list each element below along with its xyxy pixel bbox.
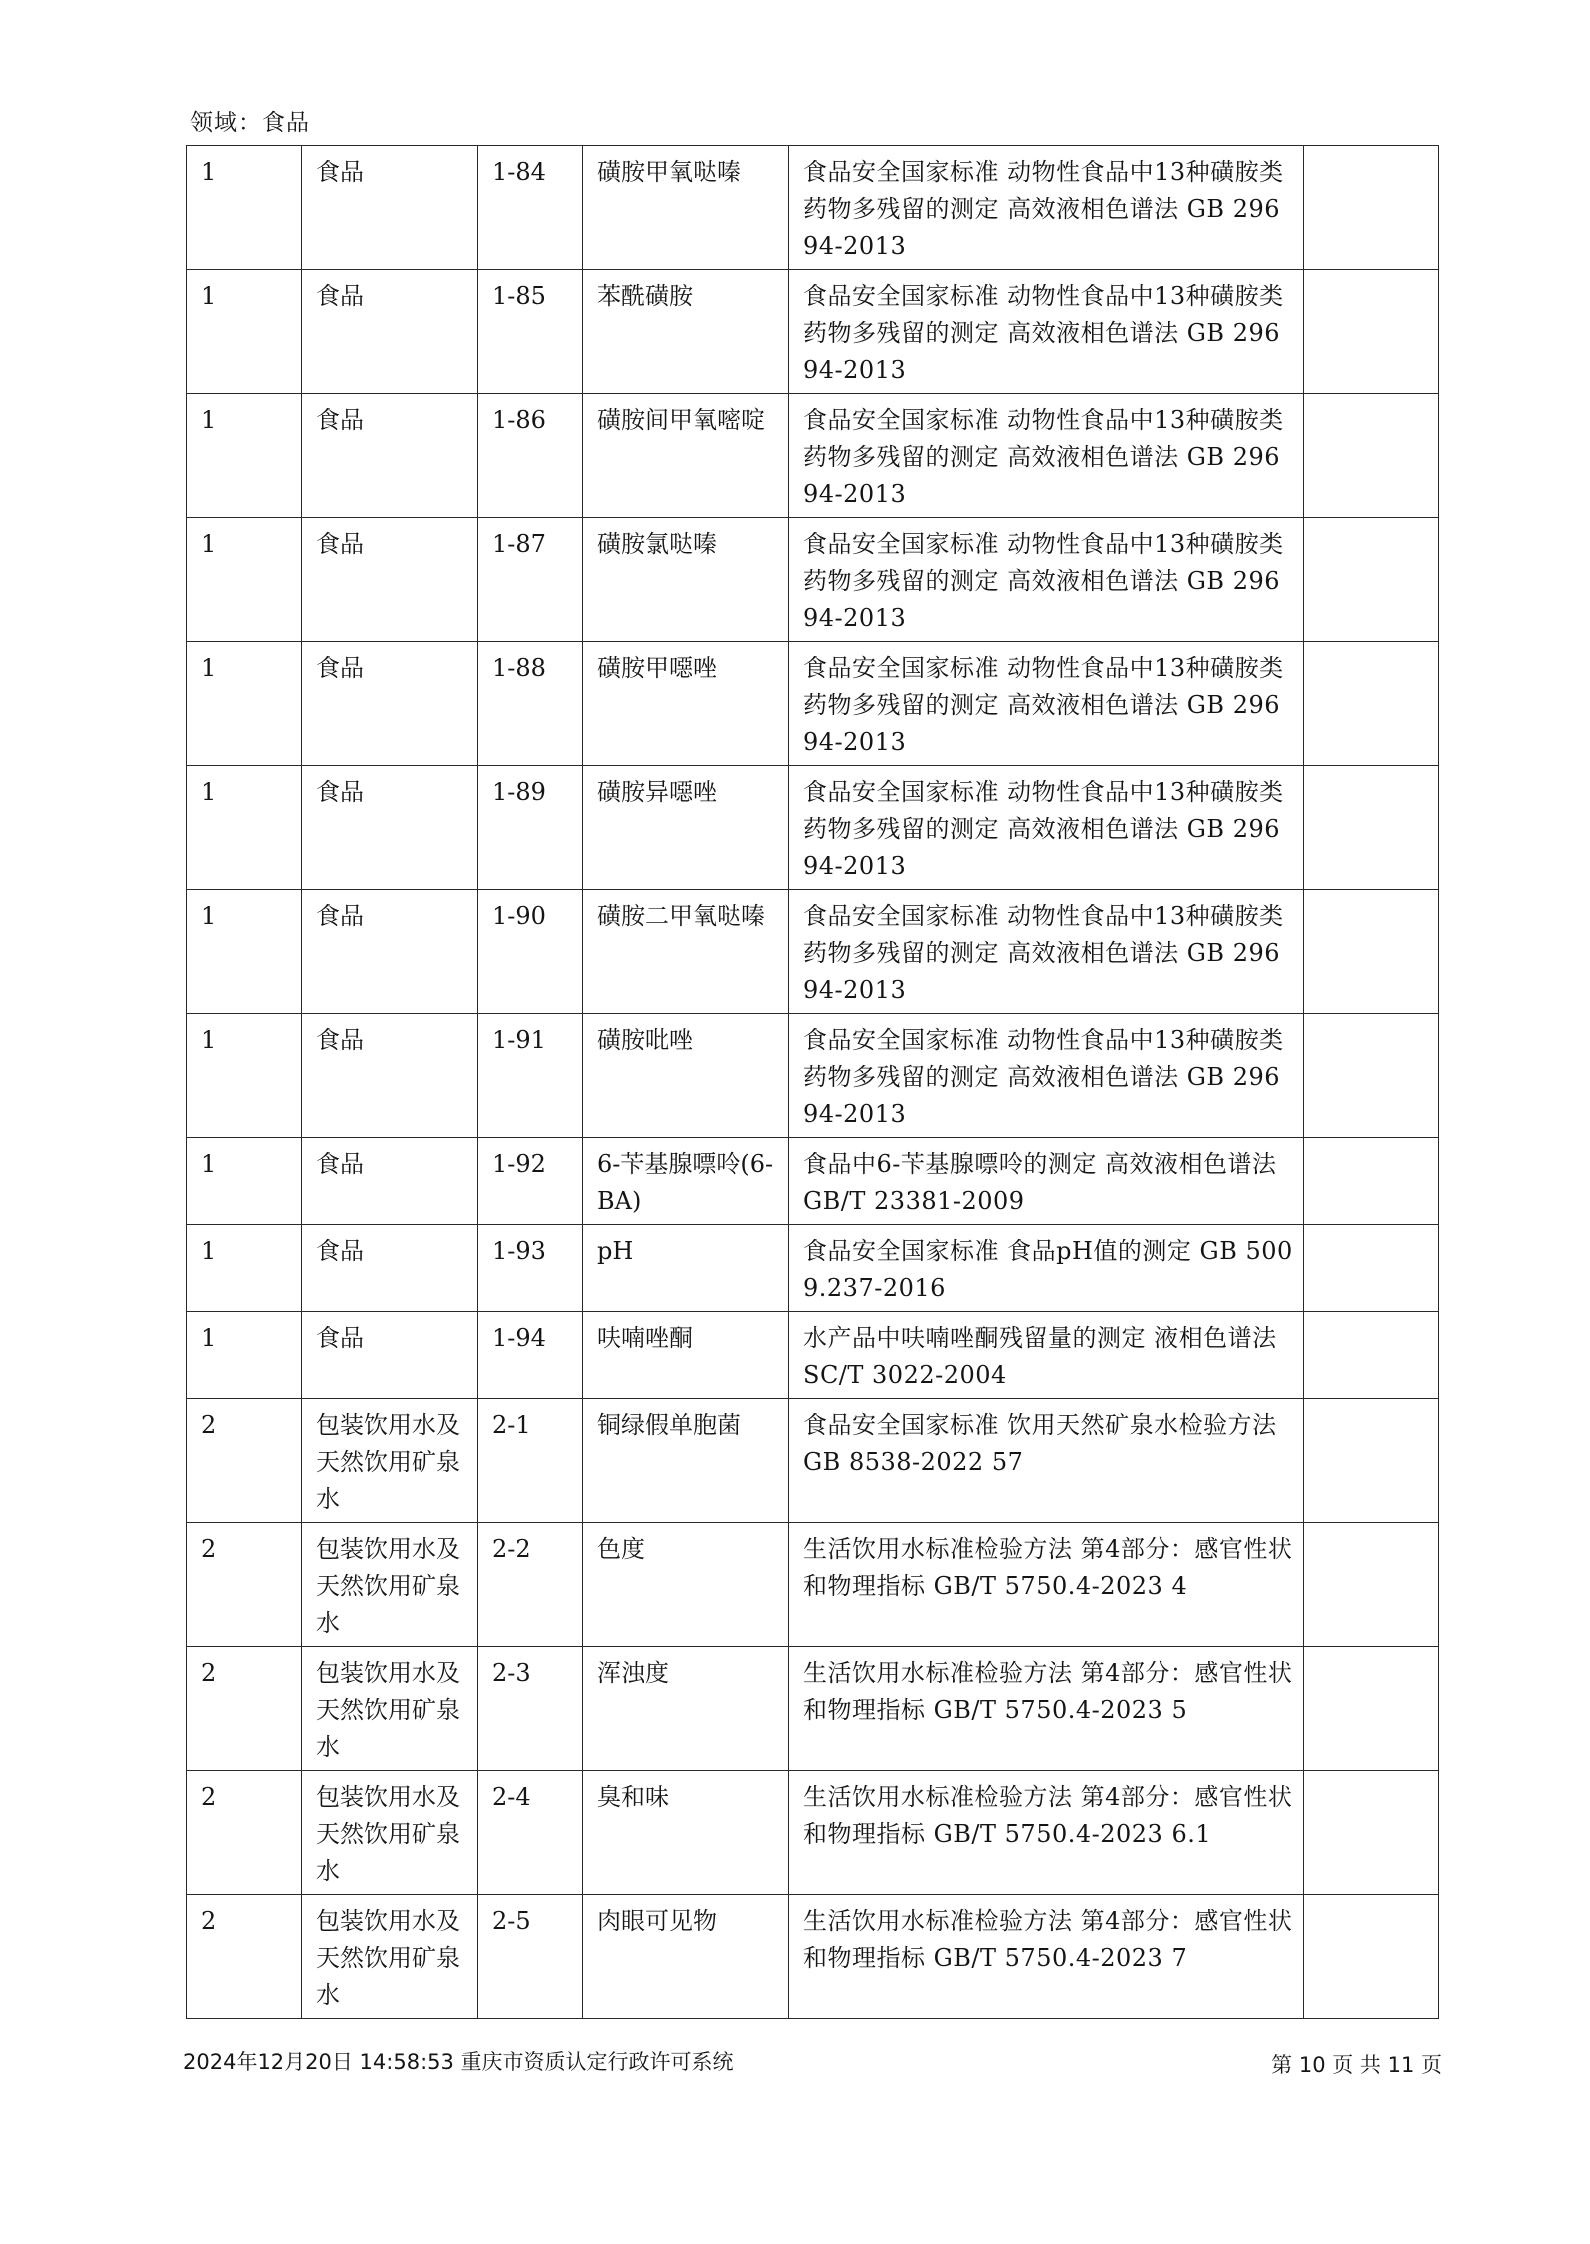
cell-seq: 1 xyxy=(187,642,302,766)
cell-code: 1-87 xyxy=(478,518,583,642)
cell-item: 磺胺氯哒嗪 xyxy=(583,518,789,642)
cell-category: 食品 xyxy=(302,146,478,270)
cell-category: 食品 xyxy=(302,1014,478,1138)
cell-method: 生活饮用水标准检验方法 第4部分：感官性状和物理指标 GB/T 5750.4-2023 7 xyxy=(789,1895,1304,2019)
cell-method: 食品安全国家标准 动物性食品中13种磺胺类药物多残留的测定 高效液相色谱法 GB 29694-2013 xyxy=(789,146,1304,270)
cell-category: 包装饮用水及天然饮用矿泉水 xyxy=(302,1895,478,2019)
cell-seq: 2 xyxy=(187,1771,302,1895)
cell-code: 2-1 xyxy=(478,1399,583,1523)
cell-code: 2-2 xyxy=(478,1523,583,1647)
cell-extra xyxy=(1304,1771,1439,1895)
cell-extra xyxy=(1304,1399,1439,1523)
table-row xyxy=(187,394,1439,518)
footer-page-info: 第 10 页 共 11 页 xyxy=(1271,2053,1442,2077)
cell-code: 1-93 xyxy=(478,1225,583,1312)
cell-method: 食品安全国家标准 动物性食品中13种磺胺类药物多残留的测定 高效液相色谱法 GB 29694-2013 xyxy=(789,394,1304,518)
cell-seq: 1 xyxy=(187,394,302,518)
cell-extra xyxy=(1304,1138,1439,1225)
cell-method: 水产品中呋喃唑酮残留量的测定 液相色谱法 SC/T 3022-2004 xyxy=(789,1312,1304,1399)
table-row xyxy=(187,146,1439,270)
cell-code: 1-85 xyxy=(478,270,583,394)
cell-item: pH xyxy=(583,1225,789,1312)
cell-code: 1-94 xyxy=(478,1312,583,1399)
table-row xyxy=(187,1225,1439,1312)
cell-code: 2-5 xyxy=(478,1895,583,2019)
cell-method: 食品安全国家标准 动物性食品中13种磺胺类药物多残留的测定 高效液相色谱法 GB 29694-2013 xyxy=(789,270,1304,394)
cell-seq: 1 xyxy=(187,766,302,890)
table-body xyxy=(187,146,1439,2019)
cell-item: 磺胺异噁唑 xyxy=(583,766,789,890)
table-row xyxy=(187,1647,1439,1771)
cell-category: 食品 xyxy=(302,518,478,642)
cell-category: 包装饮用水及天然饮用矿泉水 xyxy=(302,1399,478,1523)
cell-extra xyxy=(1304,890,1439,1014)
cell-extra xyxy=(1304,1895,1439,2019)
cell-seq: 1 xyxy=(187,890,302,1014)
cell-method: 食品安全国家标准 饮用天然矿泉水检验方法 GB 8538-2022 57 xyxy=(789,1399,1304,1523)
cell-method: 生活饮用水标准检验方法 第4部分：感官性状和物理指标 GB/T 5750.4-2023 4 xyxy=(789,1523,1304,1647)
cell-item: 磺胺甲氧哒嗪 xyxy=(583,146,789,270)
cell-extra xyxy=(1304,1523,1439,1647)
cell-code: 1-92 xyxy=(478,1138,583,1225)
cell-method: 食品安全国家标准 动物性食品中13种磺胺类药物多残留的测定 高效液相色谱法 GB 29694-2013 xyxy=(789,890,1304,1014)
cell-extra xyxy=(1304,1647,1439,1771)
qualification-table xyxy=(186,145,1439,2019)
cell-seq: 1 xyxy=(187,1138,302,1225)
table-row xyxy=(187,1895,1439,2019)
footer-timestamp-system: 2024年12月20日 14:58:53 重庆市资质认定行政许可系统 xyxy=(183,2050,734,2074)
cell-item: 磺胺甲噁唑 xyxy=(583,642,789,766)
cell-code: 1-88 xyxy=(478,642,583,766)
cell-code: 1-90 xyxy=(478,890,583,1014)
cell-method: 食品安全国家标准 食品pH值的测定 GB 5009.237-2016 xyxy=(789,1225,1304,1312)
table-row xyxy=(187,518,1439,642)
cell-item: 磺胺间甲氧嘧啶 xyxy=(583,394,789,518)
cell-extra xyxy=(1304,1014,1439,1138)
cell-seq: 2 xyxy=(187,1895,302,2019)
cell-code: 1-89 xyxy=(478,766,583,890)
cell-code: 1-86 xyxy=(478,394,583,518)
table-row xyxy=(187,1771,1439,1895)
cell-extra xyxy=(1304,766,1439,890)
cell-code: 1-91 xyxy=(478,1014,583,1138)
cell-code: 2-4 xyxy=(478,1771,583,1895)
table-row xyxy=(187,270,1439,394)
cell-category: 包装饮用水及天然饮用矿泉水 xyxy=(302,1771,478,1895)
cell-seq: 1 xyxy=(187,1312,302,1399)
cell-item: 呋喃唑酮 xyxy=(583,1312,789,1399)
table-row xyxy=(187,1014,1439,1138)
cell-item: 臭和味 xyxy=(583,1771,789,1895)
cell-category: 包装饮用水及天然饮用矿泉水 xyxy=(302,1647,478,1771)
cell-category: 食品 xyxy=(302,642,478,766)
cell-extra xyxy=(1304,146,1439,270)
cell-item: 浑浊度 xyxy=(583,1647,789,1771)
cell-extra xyxy=(1304,642,1439,766)
table-row xyxy=(187,1523,1439,1647)
cell-method: 生活饮用水标准检验方法 第4部分：感官性状和物理指标 GB/T 5750.4-2023 6.1 xyxy=(789,1771,1304,1895)
cell-item: 6-苄基腺嘌呤(6-BA) xyxy=(583,1138,789,1225)
table-row xyxy=(187,642,1439,766)
cell-category: 食品 xyxy=(302,270,478,394)
cell-method: 食品安全国家标准 动物性食品中13种磺胺类药物多残留的测定 高效液相色谱法 GB 29694-2013 xyxy=(789,766,1304,890)
cell-method: 食品安全国家标准 动物性食品中13种磺胺类药物多残留的测定 高效液相色谱法 GB 29694-2013 xyxy=(789,1014,1304,1138)
cell-method: 生活饮用水标准检验方法 第4部分：感官性状和物理指标 GB/T 5750.4-2023 5 xyxy=(789,1647,1304,1771)
cell-item: 苯酰磺胺 xyxy=(583,270,789,394)
cell-method: 食品安全国家标准 动物性食品中13种磺胺类药物多残留的测定 高效液相色谱法 GB 29694-2013 xyxy=(789,642,1304,766)
cell-extra xyxy=(1304,270,1439,394)
cell-category: 包装饮用水及天然饮用矿泉水 xyxy=(302,1523,478,1647)
cell-seq: 2 xyxy=(187,1523,302,1647)
table-row xyxy=(187,1138,1439,1225)
cell-category: 食品 xyxy=(302,394,478,518)
cell-code: 2-3 xyxy=(478,1647,583,1771)
cell-item: 磺胺二甲氧哒嗪 xyxy=(583,890,789,1014)
cell-seq: 2 xyxy=(187,1647,302,1771)
cell-code: 1-84 xyxy=(478,146,583,270)
cell-item: 肉眼可见物 xyxy=(583,1895,789,2019)
cell-seq: 1 xyxy=(187,1014,302,1138)
cell-extra xyxy=(1304,1225,1439,1312)
cell-extra xyxy=(1304,1312,1439,1399)
cell-seq: 1 xyxy=(187,518,302,642)
cell-item: 铜绿假单胞菌 xyxy=(583,1399,789,1523)
domain-label: 领域：食品 xyxy=(190,110,310,136)
cell-category: 食品 xyxy=(302,1312,478,1399)
cell-method: 食品安全国家标准 动物性食品中13种磺胺类药物多残留的测定 高效液相色谱法 GB 29694-2013 xyxy=(789,518,1304,642)
cell-extra xyxy=(1304,394,1439,518)
cell-method: 食品中6-苄基腺嘌呤的测定 高效液相色谱法 GB/T 23381-2009 xyxy=(789,1138,1304,1225)
cell-category: 食品 xyxy=(302,890,478,1014)
cell-extra xyxy=(1304,518,1439,642)
cell-seq: 1 xyxy=(187,1225,302,1312)
table-row xyxy=(187,890,1439,1014)
cell-seq: 1 xyxy=(187,270,302,394)
cell-category: 食品 xyxy=(302,1225,478,1312)
cell-category: 食品 xyxy=(302,766,478,890)
table-row xyxy=(187,766,1439,890)
cell-item: 色度 xyxy=(583,1523,789,1647)
cell-seq: 1 xyxy=(187,146,302,270)
table-row xyxy=(187,1399,1439,1523)
cell-item: 磺胺吡唑 xyxy=(583,1014,789,1138)
cell-seq: 2 xyxy=(187,1399,302,1523)
cell-category: 食品 xyxy=(302,1138,478,1225)
table-row xyxy=(187,1312,1439,1399)
